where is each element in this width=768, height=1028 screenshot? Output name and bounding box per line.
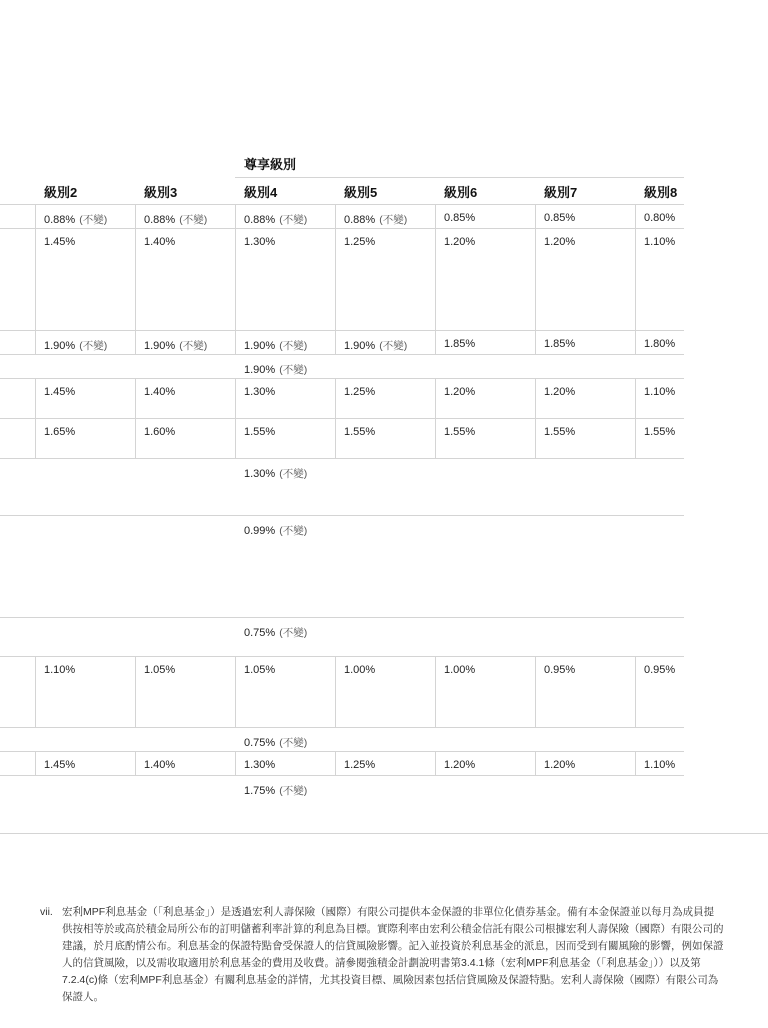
table-cell: 1.40% [144, 236, 176, 248]
column-divider [35, 228, 36, 330]
table-cell: 0.88% (不變) [144, 214, 208, 226]
unchanged-tag: (不變) [279, 737, 308, 749]
row-rule [0, 228, 684, 229]
footnote [40, 904, 724, 1006]
table-cell: 1.20% [544, 236, 576, 248]
table-cell: 0.88% (不變) [344, 214, 408, 226]
table-cell: 1.80% [644, 338, 676, 350]
table-cell: 1.45% [44, 759, 76, 771]
group-title: 尊享級別 [244, 157, 297, 172]
table-cell: 1.55% [344, 426, 376, 438]
table-cell: 1.20% [444, 386, 476, 398]
merged-cell: 0.99% (不變) [244, 525, 308, 537]
row-rule [0, 775, 684, 776]
unchanged-tag: (不變) [79, 214, 108, 226]
column-divider [435, 418, 436, 458]
column-divider [535, 228, 536, 330]
row-rule [0, 515, 684, 516]
column-divider [35, 378, 36, 418]
column-divider [35, 656, 36, 727]
table-cell: 1.40% [144, 759, 176, 771]
column-header: 級別2 [44, 185, 78, 200]
unchanged-tag: (不變) [379, 214, 408, 226]
unchanged-tag: (不變) [279, 785, 308, 797]
unchanged-tag: (不變) [79, 340, 108, 352]
row-rule [0, 751, 684, 752]
unchanged-tag: (不變) [279, 525, 308, 537]
table-cell: 1.30% [244, 386, 276, 398]
column-divider [435, 378, 436, 418]
table-cell: 0.85% [444, 212, 476, 224]
table-cell: 0.95% [644, 664, 676, 676]
unchanged-tag: (不變) [179, 340, 208, 352]
table-cell: 1.65% [44, 426, 76, 438]
unchanged-tag: (不變) [279, 364, 308, 376]
column-header: 級別6 [444, 185, 478, 200]
table-cell: 1.55% [444, 426, 476, 438]
row-rule [0, 727, 684, 728]
column-divider [535, 656, 536, 727]
column-divider [335, 204, 336, 228]
table-cell: 1.45% [44, 386, 76, 398]
column-divider [135, 378, 136, 418]
column-divider [635, 228, 636, 330]
column-divider [135, 330, 136, 354]
table-cell: 1.10% [644, 386, 676, 398]
column-divider [135, 751, 136, 775]
column-divider [635, 378, 636, 418]
column-divider [235, 418, 236, 458]
table-cell: 1.85% [544, 338, 576, 350]
column-divider [335, 751, 336, 775]
unchanged-tag: (不變) [379, 340, 408, 352]
table-cell: 0.88% (不變) [44, 214, 108, 226]
column-divider [435, 330, 436, 354]
column-divider [35, 418, 36, 458]
row-rule [0, 330, 684, 331]
column-header: 級別3 [144, 185, 178, 200]
column-divider [635, 656, 636, 727]
unchanged-tag: (不變) [279, 214, 308, 226]
column-divider [35, 330, 36, 354]
column-divider [135, 656, 136, 727]
column-divider [435, 656, 436, 727]
column-divider [235, 751, 236, 775]
column-header: 級別8 [644, 185, 678, 200]
table-cell: 1.10% [644, 759, 676, 771]
row-rule [0, 418, 684, 419]
column-divider [535, 378, 536, 418]
column-divider [135, 228, 136, 330]
table-cell: 1.60% [144, 426, 176, 438]
table-cell: 1.20% [544, 759, 576, 771]
column-divider [335, 330, 336, 354]
table-cell: 1.00% [444, 664, 476, 676]
column-divider [535, 418, 536, 458]
table-cell: 1.90% (不變) [244, 340, 308, 352]
table-cell: 1.90% (不變) [344, 340, 408, 352]
column-divider [35, 204, 36, 228]
column-divider [635, 751, 636, 775]
table-cell: 1.20% [544, 386, 576, 398]
table-cell: 1.55% [244, 426, 276, 438]
table-cell: 1.90% (不變) [144, 340, 208, 352]
column-divider [335, 656, 336, 727]
column-divider [435, 751, 436, 775]
table-cell: 0.80% [644, 212, 676, 224]
column-divider [35, 751, 36, 775]
column-divider [235, 656, 236, 727]
row-rule [0, 833, 768, 834]
column-divider [435, 228, 436, 330]
table-cell: 1.20% [444, 236, 476, 248]
table-cell: 1.55% [644, 426, 676, 438]
column-divider [135, 418, 136, 458]
group-header-rule [235, 177, 684, 178]
table-cell: 1.10% [644, 236, 676, 248]
column-header: 級別4 [244, 185, 278, 200]
column-divider [535, 330, 536, 354]
table-cell: 0.95% [544, 664, 576, 676]
row-rule [0, 354, 684, 355]
column-divider [235, 378, 236, 418]
merged-cell: 1.75% (不變) [244, 785, 308, 797]
column-divider [535, 751, 536, 775]
column-divider [335, 228, 336, 330]
table-cell: 1.10% [44, 664, 76, 676]
table-cell: 1.20% [444, 759, 476, 771]
table-cell: 1.85% [444, 338, 476, 350]
table-cell: 1.25% [344, 386, 376, 398]
row-rule [0, 656, 684, 657]
footnote-number: vii. [40, 906, 53, 918]
unchanged-tag: (不變) [279, 627, 308, 639]
table-cell: 1.30% [244, 236, 276, 248]
unchanged-tag: (不變) [279, 468, 308, 480]
column-divider [635, 330, 636, 354]
table-cell: 1.40% [144, 386, 176, 398]
footnote-text: 宏利MPF利息基金（「利息基金」）是透過宏利人壽保險（國際）有限公司提供本金保證的非單位化債券基金。備有本金保證並以每月為成員提供按相等於或高於積金局所公布的訂明儲蓄利率計算的利息為目標。實際利率由宏利公積金信託有限公司根據宏利人壽保險（國際）有限公司的建議，於月底酌情公布。利息基金的保證特點會受保證人的信貸風險影響。記入並投資於利息基金的派息，因而受到有關風險的影響，例如保證人的信貸風險，以及需收取適用於利息基金的費用及收費。請參閱強積金計劃說明書第3.4.1條（宏利MPF利息基金（「利息基金」））以及第7.2.4(c)條（宏利MPF利息基金）有關利息基金的詳情，尤其投資目標、風險因素包括信貸風險及保證特點。宏利人壽保險（國際）有限公司為保證人。 [62, 906, 724, 1003]
table-cell: 1.55% [544, 426, 576, 438]
merged-cell: 1.90% (不變) [244, 364, 308, 376]
column-divider [335, 418, 336, 458]
table-cell: 1.30% [244, 759, 276, 771]
column-divider [335, 378, 336, 418]
table-cell: 1.25% [344, 759, 376, 771]
column-divider [235, 330, 236, 354]
table-cell: 1.00% [344, 664, 376, 676]
table-cell: 0.88% (不變) [244, 214, 308, 226]
table-cell: 0.85% [544, 212, 576, 224]
row-rule [0, 617, 684, 618]
unchanged-tag: (不變) [279, 340, 308, 352]
column-header: 級別5 [344, 185, 378, 200]
row-rule [0, 378, 684, 379]
table-cell: 1.05% [144, 664, 176, 676]
column-divider [235, 204, 236, 228]
table-cell: 1.90% (不變) [44, 340, 108, 352]
column-divider [635, 418, 636, 458]
column-divider [435, 204, 436, 228]
row-rule [0, 458, 684, 459]
table-cell: 1.45% [44, 236, 76, 248]
table-cell: 1.25% [344, 236, 376, 248]
column-divider [235, 228, 236, 330]
column-header: 級別7 [544, 185, 578, 200]
table-cell: 1.05% [244, 664, 276, 676]
column-divider [535, 204, 536, 228]
merged-cell: 0.75% (不變) [244, 737, 308, 749]
row-rule [0, 204, 684, 205]
unchanged-tag: (不變) [179, 214, 208, 226]
column-divider [635, 204, 636, 228]
column-divider [135, 204, 136, 228]
merged-cell: 0.75% (不變) [244, 627, 308, 639]
merged-cell: 1.30% (不變) [244, 468, 308, 480]
